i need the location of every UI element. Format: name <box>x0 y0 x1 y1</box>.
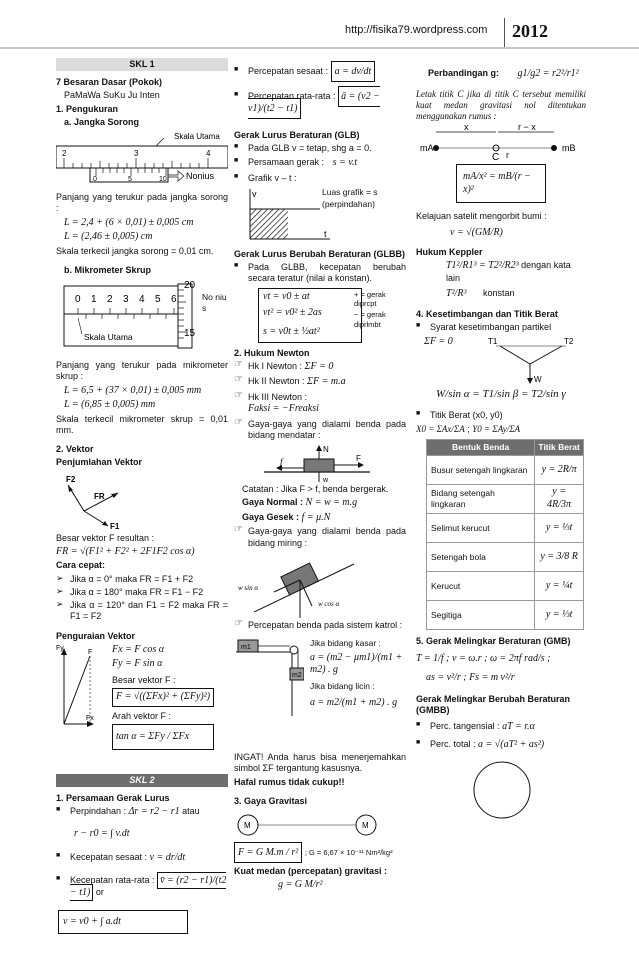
ar-eq: ā = (v2 − v1)/(t2 − t1) <box>248 86 380 120</box>
fy-label: Fy <box>56 644 64 652</box>
mk-eq1: L = 6,5 + (37 × 0,01) ± 0,005 mm <box>64 384 202 396</box>
catatan: Catatan : Jika F > f, benda bergerak. <box>242 484 389 494</box>
vektor-title: 2. Vektor <box>56 444 94 454</box>
f-label: F <box>88 648 93 656</box>
glb-eq: s = v.t <box>332 157 358 168</box>
banding-label: Perbandingan g: <box>428 68 500 78</box>
or-label: or <box>95 887 104 897</box>
vs-eq: v = dr/dt <box>149 852 186 863</box>
lbl-N: N <box>323 445 329 454</box>
total-label: Perc. total : <box>430 739 476 750</box>
mic-tick-4: 4 <box>139 294 145 305</box>
licin-eq: a = m2/(m1 + m2) . g <box>310 697 398 709</box>
t-axis-label: t <box>324 228 327 239</box>
keset-diagram-block <box>416 336 586 386</box>
header-url[interactable]: http://fisika79.wordpress.com <box>345 24 488 36</box>
katrol-block <box>234 634 406 752</box>
scale-tick-3: 3 <box>134 149 139 158</box>
nonius-tick-0: 0 <box>93 176 97 183</box>
vs-label: Kecepatan sesaat : <box>70 852 148 862</box>
besar-label: Besar vektor F : <box>112 674 176 685</box>
lami-eq: W/sin α = T1/sin β = T2/sin γ <box>436 388 566 400</box>
v-axis-label: v <box>252 188 257 199</box>
v-int-eq: v = v0 + ∫ a.dt <box>58 910 188 935</box>
glbb-text: ■ Pada GLBB, kecepatan berubah secara teratur (nilai a konstan). <box>234 262 406 285</box>
kepler-title: Hukum Keppler <box>416 247 483 257</box>
kasar-label: Jika bidang kasar : <box>310 638 381 648</box>
header-rule <box>0 47 639 49</box>
scale-tick-4: 4 <box>206 149 211 158</box>
gmb-title: 5. Gerak Melingkar Beraturan (GMB) <box>416 635 571 646</box>
as-label: Percepatan sesaat : <box>248 66 329 76</box>
pengukuran-title: 1. Pengukuran <box>56 103 119 114</box>
skl2-banner: SKL 2 <box>56 774 228 787</box>
kepler-eq2: T²/R³ <box>446 288 467 299</box>
newton3-label: Hk III Newton : <box>248 391 308 402</box>
mic-tick-5: 5 <box>155 294 161 305</box>
mk-note: Skala terkecil mikrometer skrup = 0,01 mm. <box>56 413 228 435</box>
banding-eq: g1/g2 = r2²/r1² <box>517 68 579 79</box>
mic-skala-utama: Skala Utama <box>84 332 133 342</box>
luas-label: Luas grafik = s <box>322 186 378 197</box>
column-2 <box>234 58 406 893</box>
gerak-lurus-title: 1. Persamaan Gerak Lurus <box>56 792 170 803</box>
lbl-w: w <box>323 477 329 484</box>
fx-eq: Fx = F cos α <box>112 643 164 655</box>
gesek-eq: f = μ.N <box>301 511 331 523</box>
skala-utama-label: Skala Utama <box>174 132 220 141</box>
ma-label: mA <box>420 143 434 154</box>
glbb-eq2: vt² = v0² ± 2as <box>263 307 322 318</box>
page-header <box>0 0 639 52</box>
newton-title: 2. Hukum Newton <box>234 347 310 358</box>
penguraian-diagram <box>56 644 96 728</box>
c-label: C <box>492 152 500 161</box>
normal-eq: N = w = m.g <box>305 497 358 509</box>
kepler-text: dengan kata lain <box>446 260 571 283</box>
arah-eq: tan α = ΣFy / ΣFx <box>112 724 214 751</box>
vr-eq: v̄ = (r2 − r1)/(t2 − t1) <box>70 872 226 902</box>
as-eq: a = dv/dt <box>331 61 376 82</box>
js-eq1: L = 2,4 + (6 × 0,01) ± 0,005 cm <box>64 216 194 228</box>
w-label: W <box>534 375 542 384</box>
jangka-sorong-title: a. Jangka Sorong <box>64 116 140 127</box>
rx-label: r − x <box>518 124 536 133</box>
fy-eq: Fy = F sin α <box>112 658 163 670</box>
scale-tick-2: 2 <box>62 149 67 158</box>
table-row: Selimut kerucut y = ⅓t <box>427 513 584 542</box>
grav-eq: F = G M.m / r² <box>234 842 302 863</box>
perpindahan-item <box>56 806 228 819</box>
kuat-medan: Kuat medan (percepatan) gravitasi : <box>234 865 388 876</box>
newton2-eq: ΣF = m.a <box>307 376 346 388</box>
glb-item-2-label: Persamaan gerak : <box>248 157 325 167</box>
titik-berat-table <box>426 439 584 630</box>
js-eq2: L = (2,46 ± 0,005) cm <box>64 231 153 242</box>
table-row: Kerucut y = ¼t <box>427 571 584 600</box>
total-item <box>416 739 586 752</box>
gmb-eq1: T = 1/f ; v = ω.r ; ω = 2πf rad/s ; <box>416 653 551 665</box>
vr-label: Kecepatan rata-rata : <box>70 874 155 885</box>
glbb-eq-block <box>248 288 406 348</box>
vektor-sum-diagram <box>56 471 228 533</box>
glb-item-3: ■ Grafik v – t : <box>234 173 406 184</box>
gesek-label: Gaya Gesek : <box>242 511 300 522</box>
header-divider <box>504 18 505 48</box>
kec-sesaat-item <box>56 852 228 865</box>
column-3: Perbandingan g: g1/g2 = r2²/r1² Letak titik C jika di titik C tersebut memiliki kuat medan gravitasi nol ditentukan menggunakan rumus : x r − x mA mB C r mA/x² = mB/(r − x)² Kelajuan satelit mengorbit bumi : v = √(GM/R) Hukum Keppler T1²/R1³ = T2²/R2³ dengan kata lain T²/R³ konstan 4. Kesetimbangan dan Titik Berat ■ Syarat kesetimbangan partikel ΣF = 0 T1 T2 W W/sin α = T1/sin β = T2/sin γ ■ Titik Berat (x0, y0) X0 = ΣAx/ΣA ; Y0 = ΣAy/ΣA Bentuk Benda Titik Berat Busur setengah lingkaran y = 2R/π Bidang setengah lingkaran y = 4R/3π Selimut kerucut y = ⅓t Setengah bola y = 3/8 R Kerucut y = ¼t Segitiga y = ⅓t 5. Gerak Melingkar Beraturan (GMB) T = 1/f ; v = ω.r ; ω = 2πf rad/s ; as = v²/r ; Fs = m v²/r Gerak Melingkar Berubah Beraturan (GMBB) ■ Perc. tangensial : aT = r.α ■ Perc. total : a = √(aT² + as²) <box>416 58 586 822</box>
perpindahan-label: (perpindahan) <box>322 199 375 210</box>
table-row: Setengah bola y = 3/8 R <box>427 542 584 571</box>
fx-label: Fx <box>86 714 94 722</box>
lingkaran-diagram <box>416 756 586 822</box>
tangensial-item <box>416 721 586 734</box>
tang-eq: aT = r.α <box>502 720 535 732</box>
diprlmbt-note: − = gerak diprlmbt <box>354 310 386 329</box>
gmbb-title: Gerak Melingkar Berubah Beraturan (GMBB) <box>416 694 571 716</box>
ar-label: Percepatan rata-rata : <box>248 90 336 101</box>
normal-label: Gaya Normal : <box>242 497 304 508</box>
kec-rata-item <box>56 875 228 900</box>
fr-label: FR <box>94 491 105 501</box>
c-eq: mA/x² = mB/(r − x)² <box>456 164 546 203</box>
gmb-eq2: as = v²/r ; Fs = m v²/r <box>426 671 515 683</box>
mk-text: Panjang yang terukur pada mikrometer skrup : <box>56 360 228 382</box>
glb-item-2 <box>234 157 406 170</box>
mikrometer-diagram <box>56 278 228 360</box>
atau-label: atau <box>182 806 200 816</box>
perc-rata-item <box>234 91 406 116</box>
kuat-eq: g = G M/r² <box>278 878 323 890</box>
gravitasi-diagram <box>234 809 406 841</box>
besar-eq: F = √((ΣFx)² + (ΣFy)²) <box>112 688 214 707</box>
konstan: konstan <box>482 288 515 298</box>
lbl-f: f <box>280 457 283 467</box>
kepler-eq: T1²/R1³ = T2²/R2³ <box>446 260 519 272</box>
newton2-label: Hk II Newton : <box>248 376 305 387</box>
penguraian-title: Penguraian Vektor <box>56 630 136 641</box>
glbb-title: Gerak Lurus Berubah Beraturan (GLBB) <box>234 248 406 259</box>
f2-label: F2 <box>66 474 76 484</box>
keset-title: 4. Kesetimbangan dan Titik Berat <box>416 308 558 319</box>
mic-tick-6: 6 <box>171 294 177 305</box>
t1-label: T1 <box>488 337 498 346</box>
besaran-title: 7 Besaran Dasar (Pokok) <box>56 77 163 87</box>
perp-label: Perpindahan : <box>70 806 127 816</box>
penjumlahan-title: Penjumlahan Vektor <box>56 457 143 468</box>
besaran-list: PaMaWa SuKu Ju Inten <box>64 90 160 101</box>
table-head-titik: Titik Berat <box>535 440 584 456</box>
hafal-text: Hafal rumus tidak cukup!! <box>234 776 345 787</box>
mic-20: 20 <box>184 280 196 291</box>
res-text: Besar vektor F resultan : <box>56 532 155 543</box>
licin-label: Jika bidang licin : <box>310 680 375 691</box>
m-left: M <box>244 821 251 830</box>
m2-label: m2 <box>292 672 302 679</box>
newton2-item <box>234 376 406 389</box>
keset-diagram <box>486 336 576 386</box>
perc-sesaat-item <box>234 66 406 79</box>
header-year: 2012 <box>512 21 548 41</box>
nonius-tick-5: 5 <box>128 176 132 183</box>
y0-eq: Y0 = ΣAy/ΣA <box>472 424 521 434</box>
jangka-sorong-diagram <box>56 130 228 192</box>
int-eq: r − r0 = ∫ v.dt <box>74 827 130 839</box>
glbb-eq1: vt = v0 ± at <box>263 290 310 302</box>
glb-graph <box>234 187 406 245</box>
katrol-text: ☞ Percepatan benda pada sistem katrol : <box>234 620 406 631</box>
syarat-eq: ΣF = 0 <box>424 336 453 347</box>
cara-cepat: Cara cepat: <box>56 560 106 571</box>
glbb-eq3: s = v0t ± ½at² <box>263 325 320 337</box>
newton1-item <box>234 361 406 374</box>
mic-nonius-label: No niu s <box>202 292 227 313</box>
tang-label: Perc. tangensial : <box>430 720 500 731</box>
titik-berat-label: ■ Titik Berat (x0, y0) <box>416 410 586 421</box>
res-eq: FR = √(F1² + F2² + 2F1F2 cos α) <box>56 545 195 557</box>
gravitasi-title: 3. Gaya Gravitasi <box>234 795 308 806</box>
newton3-item <box>234 392 406 416</box>
newton1-eq: ΣF = 0 <box>304 360 334 372</box>
glb-title: Gerak Lurus Beraturan (GLB) <box>234 129 360 140</box>
mic-tick-0: 0 <box>75 294 81 305</box>
kasar-eq: a = (m2 − μm1)/(m1 + m2) . g <box>310 651 403 676</box>
r-label: r <box>506 150 509 161</box>
table-row: Busur setengah lingkaran y = 2R/π <box>427 455 584 484</box>
newton3-eq: Faksi = −Freaksi <box>248 403 319 414</box>
g-value: ; G = 6,67 × 10⁻¹¹ Nm²/kg² <box>304 848 393 857</box>
nonius-tick-10: 10 <box>159 176 167 183</box>
mic-tick-3: 3 <box>123 294 129 305</box>
glb-item-1: ■ Pada GLB v = tetap, shg a = 0. <box>234 143 406 154</box>
column-1 <box>56 58 228 934</box>
mikrometer-title: b. Mikrometer Skrup <box>64 264 152 275</box>
bidang-miring-diagram <box>234 552 406 620</box>
bidang-datar-diagram <box>234 444 406 484</box>
mic-tick-2: 2 <box>107 294 113 305</box>
cepat-item-2: ➢ Jika α = 180° maka FR = F1 − F2 <box>56 587 228 598</box>
mic-15: 15 <box>184 328 196 339</box>
wsin-label: w sin α <box>238 583 259 592</box>
lbl-F: F <box>356 454 361 463</box>
total-eq: a = √(aT² + as²) <box>478 739 545 751</box>
c-text: Letak titik C jika di titik C tersebut memiliki kuat medan gravitasi nol ditentukan menggunakan rumus : <box>416 88 586 121</box>
mic-tick-1: 1 <box>91 294 97 305</box>
t2-label: T2 <box>564 337 574 346</box>
m1-label: m1 <box>241 644 251 651</box>
titik-c-diagram <box>416 124 586 160</box>
x-label: x <box>464 124 469 133</box>
ingat-text: INGAT! Anda harus bisa menerjemahkan simbol ΣF tergantung kasusnya. <box>234 752 406 774</box>
cepat-item-1: ➢ Jika α = 0° maka FR = F1 + F2 <box>56 574 228 585</box>
x0-eq: X0 = ΣAx/ΣA <box>416 424 465 434</box>
m-right: M <box>362 821 369 830</box>
satelit-label: Kelajuan satelit mengorbit bumi : <box>416 211 547 222</box>
mb-label: mB <box>562 143 576 154</box>
js-text: Panjang yang terukur pada jangka sorong : <box>56 192 228 214</box>
cepat-item-3: ➢ Jika α = 120° dan F1 = F2 maka FR = F1 = F2 <box>56 600 228 623</box>
miring-text: ☞ Gaya-gaya yang dialami benda pada bidang miring : <box>234 526 406 549</box>
js-note: Skala terkecil jangka sorong = 0,01 cm. <box>56 245 214 256</box>
diprcpt-note: + = gerak diprcpt <box>354 289 386 308</box>
skl1-banner: SKL 1 <box>56 58 228 71</box>
mk-eq2: L = (6,85 ± 0,005) mm <box>64 399 156 410</box>
katrol-diagram <box>234 638 304 718</box>
table-row: Segitiga y = ⅓t <box>427 600 584 629</box>
syarat-text: ■ Syarat kesetimbangan partikel <box>416 322 586 333</box>
table-row: Bidang setengah lingkaran y = 4R/3π <box>427 484 584 513</box>
newton1-label: Hk I Newton : <box>248 360 303 371</box>
arah-label: Arah vektor F : <box>112 710 172 721</box>
nonius-label: Nonius <box>186 171 215 181</box>
penguraian-block <box>56 644 228 774</box>
f1-label: F1 <box>110 521 120 531</box>
satelit-eq: v = √(GM/R) <box>450 226 503 238</box>
table-head-bentuk: Bentuk Benda <box>427 440 535 456</box>
perp-eq: Δr = r2 − r1 <box>128 806 180 817</box>
wcos-label: w cos α <box>318 599 340 608</box>
datar-text: ☞ Gaya-gaya yang dialami benda pada bidang mendatar : <box>234 419 406 442</box>
